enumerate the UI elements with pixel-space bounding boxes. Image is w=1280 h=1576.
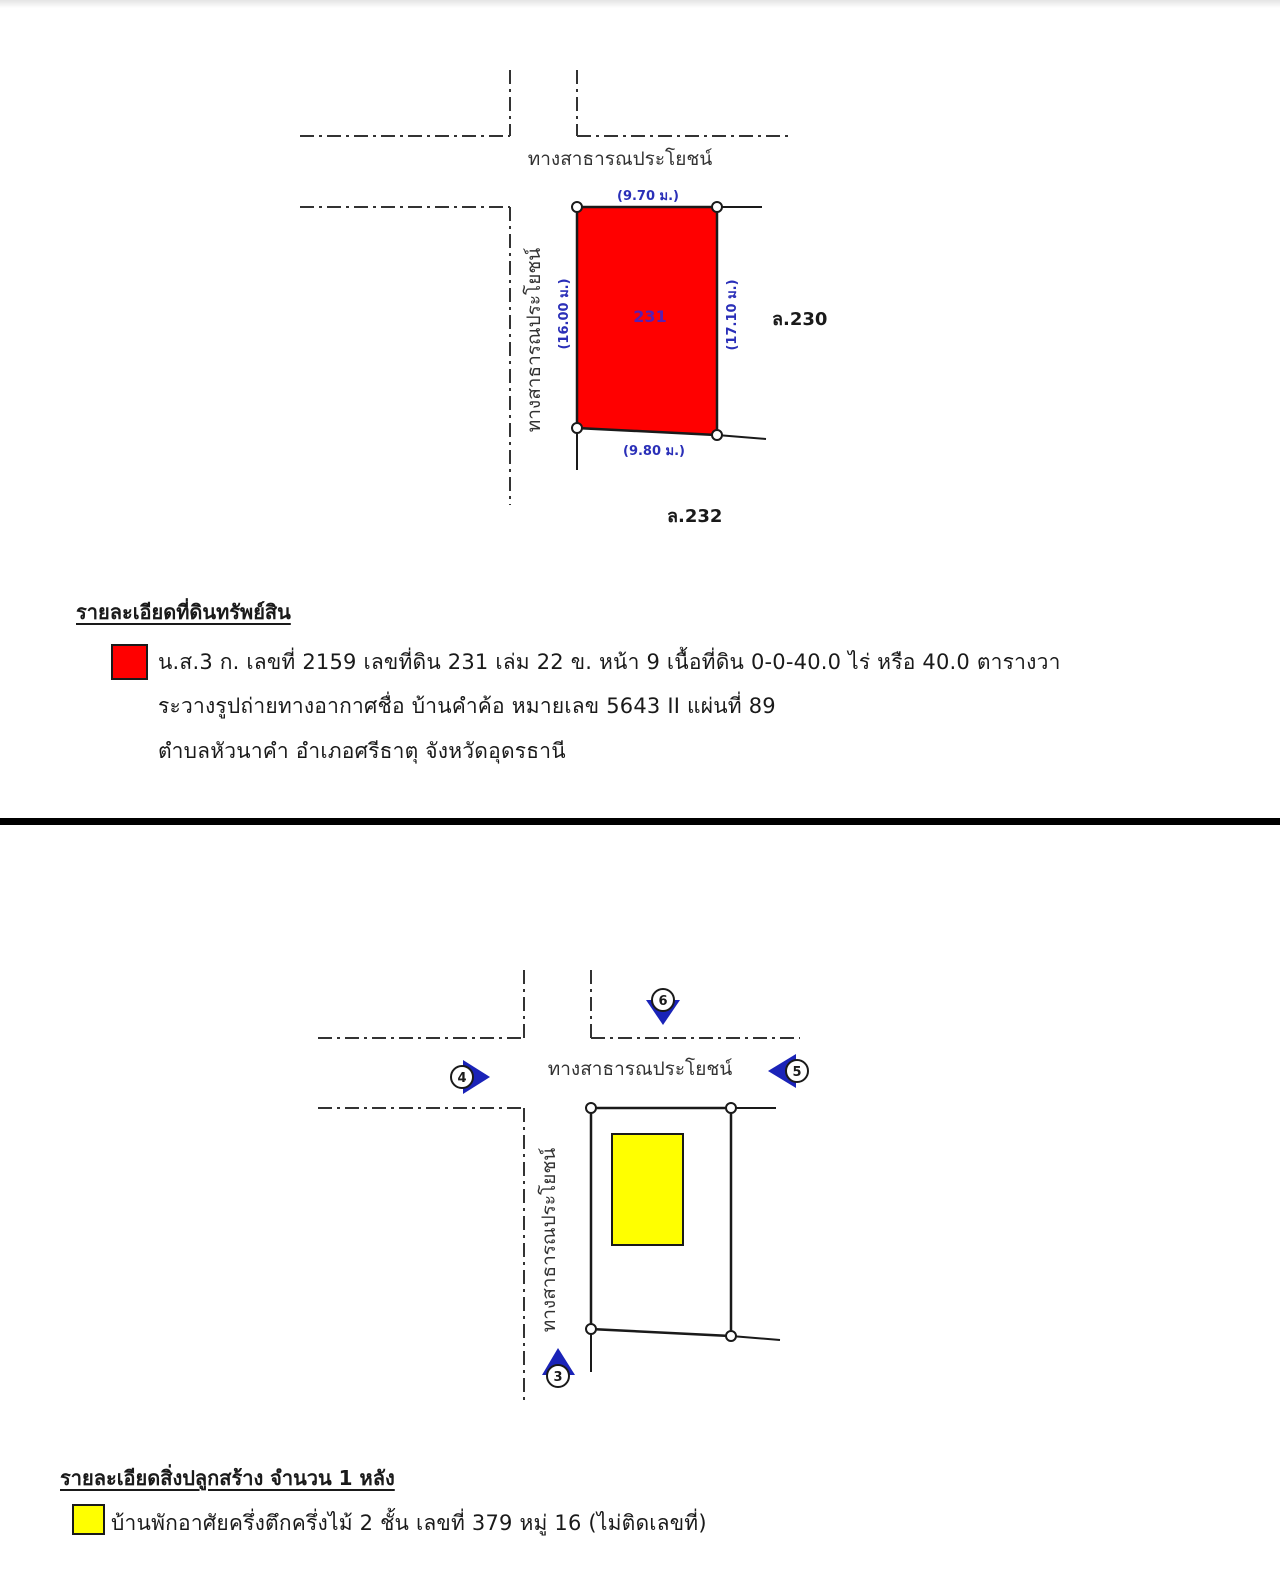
dimension-left: (16.00 ม.) — [557, 278, 572, 350]
section-divider — [0, 818, 1280, 825]
viewpoint-marker-5 — [768, 1054, 808, 1088]
building-plot-diagram — [0, 950, 1280, 1420]
marker-number: 6 — [658, 994, 668, 1009]
plot-number: 231 — [633, 307, 667, 326]
neighbor-lot-east: ล.230 — [772, 309, 828, 330]
dimension-right: (17.10 ม.) — [725, 279, 740, 351]
marker-number: 3 — [553, 1370, 563, 1385]
building-legend-swatch — [72, 1504, 105, 1535]
dimension-top: (9.70 ม.) — [617, 189, 679, 204]
boundary-extension — [731, 1336, 780, 1340]
road-label-left: ทางสาธารณประโยชน์ — [523, 247, 545, 433]
marker-number: 5 — [792, 1065, 802, 1080]
road-label-top: ทางสาธารณประโยชน์ — [547, 1058, 733, 1080]
land-detail-line: น.ส.3 ก. เลขที่ 2159 เลขที่ดิน 231 เล่ม 22 ข. หน้า 9 เนื้อที่ดิน 0-0-40.0 ไร่ หรือ 40.0 ตารางวา — [158, 650, 1061, 674]
dimension-bottom: (9.80 ม.) — [623, 444, 685, 459]
boundary-marker — [572, 202, 582, 212]
boundary-marker — [586, 1324, 596, 1334]
road-label-top: ทางสาธารณประโยชน์ — [527, 148, 713, 170]
road-label-left: ทางสาธารณประโยชน์ — [538, 1147, 560, 1333]
building-detail-title: รายละเอียดสิ่งปลูกสร้าง จำนวน 1 หลัง — [60, 1466, 395, 1490]
viewpoint-marker-4 — [451, 1060, 490, 1094]
boundary-marker — [572, 423, 582, 433]
land-plot-diagram — [0, 0, 1280, 540]
boundary-marker — [726, 1103, 736, 1113]
boundary-marker — [712, 430, 722, 440]
boundary-marker — [586, 1103, 596, 1113]
land-detail-line: ตำบลหัวนาคำ อำเภอศรีธาตุ จังหวัดอุดรธานี — [158, 739, 566, 763]
boundary-extension — [717, 435, 766, 439]
neighbor-lot-south: ล.232 — [667, 506, 723, 527]
boundary-marker — [712, 202, 722, 212]
land-detail-line: ระวางรูปถ่ายทางอากาศชื่อ บ้านคำค้อ หมายเลข 5643 II แผ่นที่ 89 — [158, 694, 776, 718]
building-detail-line: บ้านพักอาศัยครึ่งตึกครึ่งไม้ 2 ชั้น เลขที่ 379 หมู่ 16 (ไม่ติดเลขที่) — [111, 1511, 707, 1535]
land-detail-title: รายละเอียดที่ดินทรัพย์สิน — [76, 600, 291, 624]
viewpoint-marker-3 — [542, 1348, 575, 1387]
boundary-marker — [726, 1331, 736, 1341]
marker-number: 4 — [457, 1071, 467, 1086]
land-legend-swatch — [111, 644, 148, 680]
building-footprint — [612, 1134, 683, 1245]
viewpoint-marker-6 — [646, 989, 680, 1025]
